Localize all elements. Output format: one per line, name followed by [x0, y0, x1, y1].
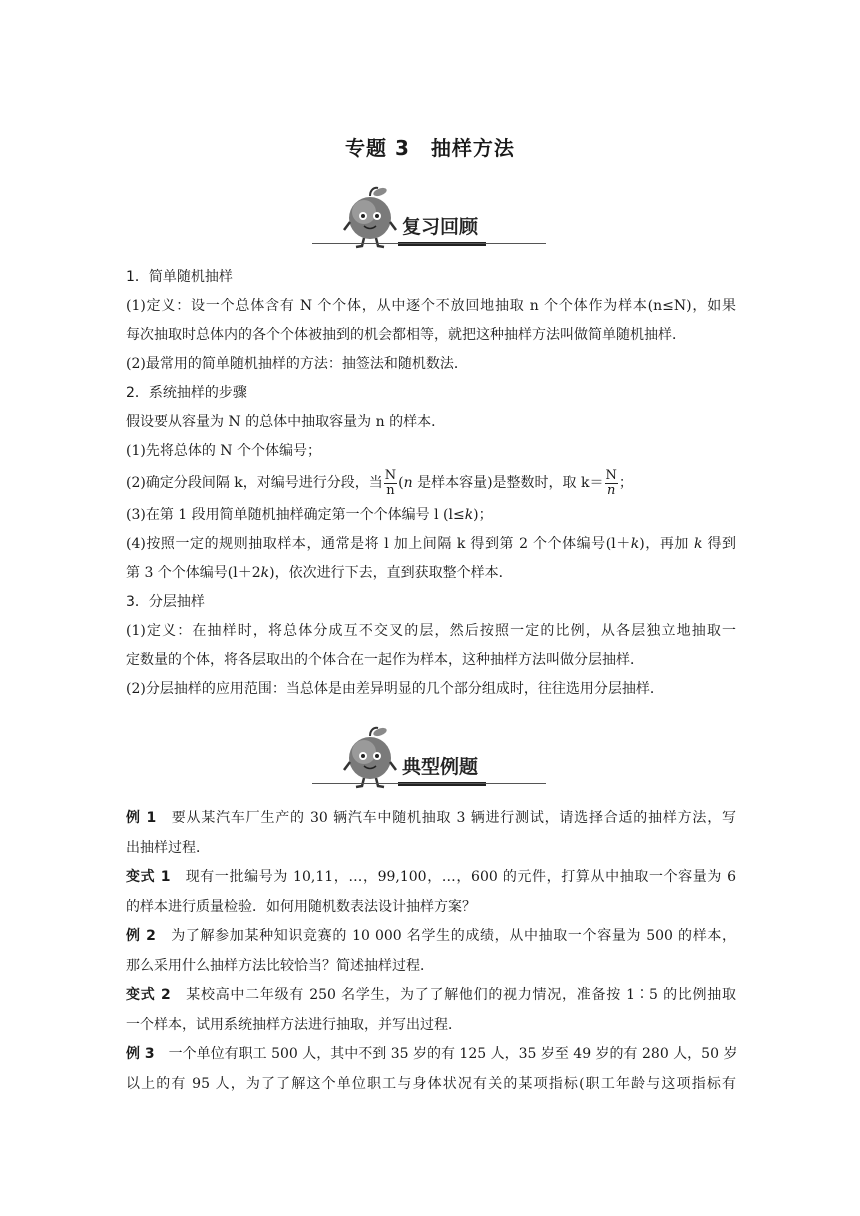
- fraction-n-over-n: [605, 469, 618, 498]
- example-3: [126, 1040, 736, 1070]
- paragraph: [126, 559, 736, 588]
- text-run: (4)按照一定的规则抽取样本，通常是将 l 加上间隔 k 得到第 2 个个体编号(l＋: [126, 536, 631, 552]
- text-run: (3)在第 1 段用简单随机抽样确定第一个个体编号 l (l≤: [126, 507, 465, 523]
- examples-banner: [312, 726, 546, 790]
- italic-var: n: [403, 475, 413, 491]
- paragraph: 出抽样过程．: [126, 839, 210, 856]
- examples-section: [126, 804, 736, 1099]
- text-run: (: [398, 475, 404, 491]
- example-1: [126, 804, 736, 834]
- text-run: 某校高中二年级有 250 名学生，为了了解他们的视力情况，准备按 1∶5 的比例抽取: [170, 987, 736, 1003]
- example-label: 例 2: [126, 928, 156, 944]
- paragraph: 一个样本，试用系统抽样方法进行抽取，并写出过程．: [126, 1016, 462, 1033]
- section-heading-stratified: 3．分层抽样: [126, 594, 205, 610]
- italic-var: k: [693, 536, 703, 552]
- text-run: )；: [473, 507, 493, 523]
- text-run: 一个单位有职工 500 人，其中不到 35 岁的有 125 人，35 岁至 49 岁的有 280 人，50 岁: [154, 1046, 738, 1062]
- paragraph: 每次抽取时总体内的各个个体被抽到的机会都相等，就把这种抽样方法叫做简单随机抽样．: [126, 327, 686, 343]
- variant-2: [126, 981, 736, 1011]
- paragraph: (1)定义：设一个总体含有 N 个个体，从中逐个不放回地抽取 n 个个体作为样本(n≤N)，如果: [126, 298, 736, 314]
- fraction-denominator: n: [386, 482, 395, 498]
- paragraph: [126, 530, 736, 559]
- text-run: 是样本容量)是整数时，取 k＝: [412, 475, 604, 491]
- apple-mascot-icon: [340, 726, 400, 790]
- italic-var: k: [260, 565, 270, 581]
- review-banner: [312, 186, 546, 250]
- paragraph: (2)分层抽样的应用范围：当总体是由差异明显的几个部分组成时，往往选用分层抽样．: [126, 681, 664, 697]
- banner-rule: [312, 243, 546, 244]
- paragraph: 假设要从容量为 N 的总体中抽取容量为 n 的样本．: [126, 414, 446, 430]
- section-heading-systematic: 2．系统抽样的步骤: [126, 385, 247, 401]
- banner-rule: [312, 783, 546, 784]
- paragraph-with-fractions: [126, 466, 736, 501]
- banner-label: 复习回顾: [402, 216, 479, 238]
- paragraph: 那么采用什么抽样方法比较恰当？简述抽样过程．: [126, 957, 434, 974]
- fraction-n-over-n: [384, 469, 397, 498]
- example-label: 变式 1: [126, 869, 171, 885]
- fraction-numerator: N: [605, 467, 617, 483]
- page-title: 专题 3 抽样方法: [345, 136, 515, 160]
- paragraph: (1)先将总体的 N 个个体编号；: [126, 443, 321, 459]
- fraction-numerator: N: [384, 467, 397, 483]
- paragraph: (1)定义：在抽样时，将总体分成互不交叉的层，然后按照一定的比例，从各层独立地抽取一: [126, 623, 736, 639]
- text-run: 现有一批编号为 10,11，…，99,100，…，600 的元件，打算从中抽取一个容量为 6: [170, 869, 736, 885]
- text-run: ；: [618, 475, 633, 491]
- variant-1: [126, 863, 736, 893]
- apple-mascot-icon: [340, 186, 400, 250]
- italic-var: k: [464, 507, 474, 523]
- text-run: 要从某汽车厂生产的 30 辆汽车中随机抽取 3 辆进行测试，请选择合适的抽样方法，写: [156, 810, 736, 826]
- section-heading-simple-random: 1．简单随机抽样: [126, 269, 233, 285]
- text-run: (2)确定分段间隔 k，对编号进行分段，当: [126, 475, 383, 491]
- example-label: 变式 2: [126, 987, 171, 1003]
- paragraph: 以上的有 95 人，为了了解这个单位职工与身体状况有关的某项指标(职工年龄与这项指标有: [126, 1075, 736, 1092]
- banner-label: 典型例题: [402, 756, 479, 778]
- review-section: [126, 263, 736, 704]
- example-2: [126, 922, 736, 952]
- text-run: 第 3 个个体编号(l＋2: [126, 565, 261, 581]
- paragraph: (2)最常用的简单随机抽样的方法：抽签法和随机数法．: [126, 356, 468, 372]
- example-label: 例 3: [126, 1046, 155, 1062]
- text-run: 为了解参加某种知识竞赛的 10 000 名学生的成绩，从中抽取一个容量为 500 的样本，: [155, 928, 736, 944]
- text-run: )，再加: [639, 536, 694, 552]
- text-run: 得到: [702, 536, 737, 552]
- example-label: 例 1: [126, 810, 157, 826]
- paragraph: [126, 501, 736, 530]
- paragraph: 定数量的个体，将各层取出的个体合在一起作为样本，这种抽样方法叫做分层抽样．: [126, 652, 644, 668]
- paragraph: 的样本进行质量检验．如何用随机数表法设计抽样方案？: [126, 898, 476, 915]
- italic-var: k: [630, 536, 640, 552]
- fraction-denominator: n: [607, 482, 616, 498]
- text-run: )，依次进行下去，直到获取整个样本．: [269, 565, 513, 581]
